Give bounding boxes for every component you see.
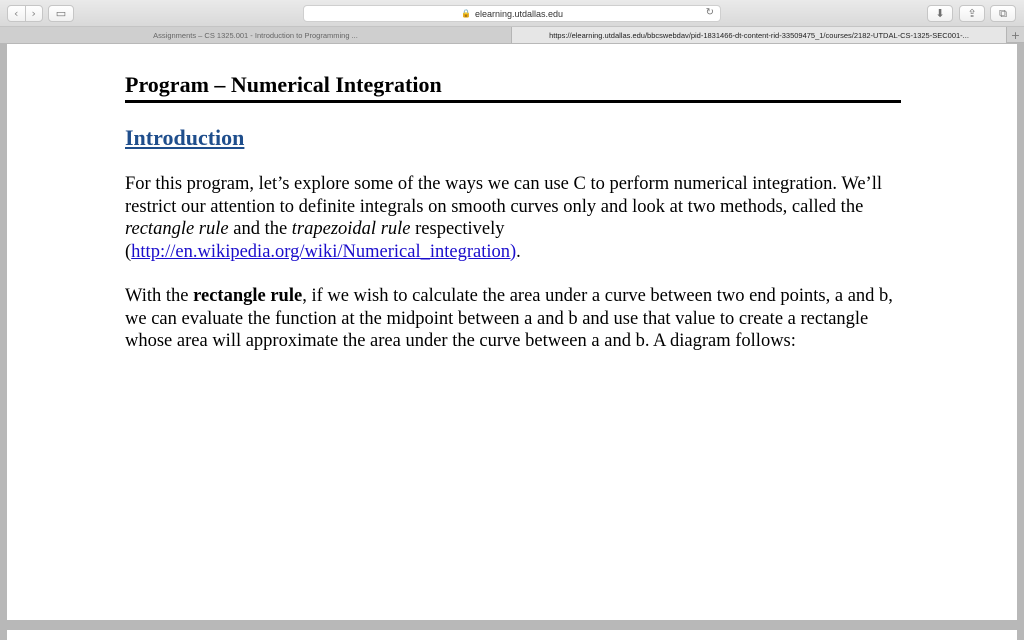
page-title: Program – Numerical Integration [125, 72, 901, 103]
tabs-overview-icon: ⧉ [999, 7, 1007, 20]
para1-trapezoidal-rule: trapezoidal rule [291, 219, 411, 239]
nav-buttons [7, 5, 43, 22]
intro-paragraph [125, 173, 901, 263]
lock-icon: 🔒 [460, 9, 471, 18]
tab-overview-button[interactable] [990, 5, 1016, 22]
sidebar-toggle-button[interactable] [48, 5, 74, 22]
para2-text2: , if we wish to calculate the area under a curve between two end points, a and b, we can evaluate the function at the midpoint between a and b and use that value to create a rectangle whose area will approximate the area under the curve between a and b. A diagram follows: [125, 286, 893, 351]
forward-icon[interactable]: › [31, 7, 36, 20]
address-url: elearning.utdallas.edu [474, 8, 564, 19]
tab-label: https://elearning.utdallas.edu/bbcswebdav/pid-1831466-dt-content-rid-33509475_1/courses/2182-UTDAL-CS-1325-SEC001-... [549, 30, 969, 40]
sidebar-icon: ▭ [55, 7, 67, 20]
para1-rectangle-rule: rectangle rule [125, 219, 229, 239]
address-bar[interactable] [303, 5, 721, 22]
browser-toolbar [0, 0, 1024, 27]
new-tab-button[interactable] [1006, 27, 1024, 43]
document-content [125, 72, 901, 353]
reload-icon[interactable]: ↻ [705, 7, 714, 18]
downloads-button[interactable] [927, 5, 953, 22]
rectangle-rule-paragraph [125, 285, 901, 353]
section-heading-introduction: Introduction [125, 125, 245, 150]
download-icon: ⬇ [935, 7, 945, 20]
tab-bar [0, 27, 1024, 43]
document-page [7, 44, 1017, 620]
tab-assignments[interactable] [0, 27, 512, 43]
back-icon[interactable]: ‹ [8, 6, 26, 21]
next-page-edge [7, 630, 1017, 640]
share-icon: ⇪ [967, 7, 977, 20]
para1-text2: and the [228, 219, 292, 239]
para1-text1: For this program, let’s explore some of the ways we can use C to perform numerical integration. We’ll restrict our attention to definite integrals on smooth curves only and look at two methods, called the [125, 174, 882, 217]
para1-text4: . [516, 241, 521, 262]
tab-document[interactable] [512, 27, 1006, 43]
para2-text1: With the [125, 286, 194, 306]
tab-label: Assignments – CS 1325.001 - Introduction to Programming ... [153, 30, 358, 40]
plus-icon: + [1010, 28, 1021, 42]
para1-text3: respectively ( [125, 219, 505, 262]
share-button[interactable] [959, 5, 985, 22]
para2-rectangle-rule: rectangle rule [193, 286, 303, 306]
wikipedia-link[interactable]: http://en.wikipedia.org/wiki/Numerical_integration) [131, 241, 517, 262]
